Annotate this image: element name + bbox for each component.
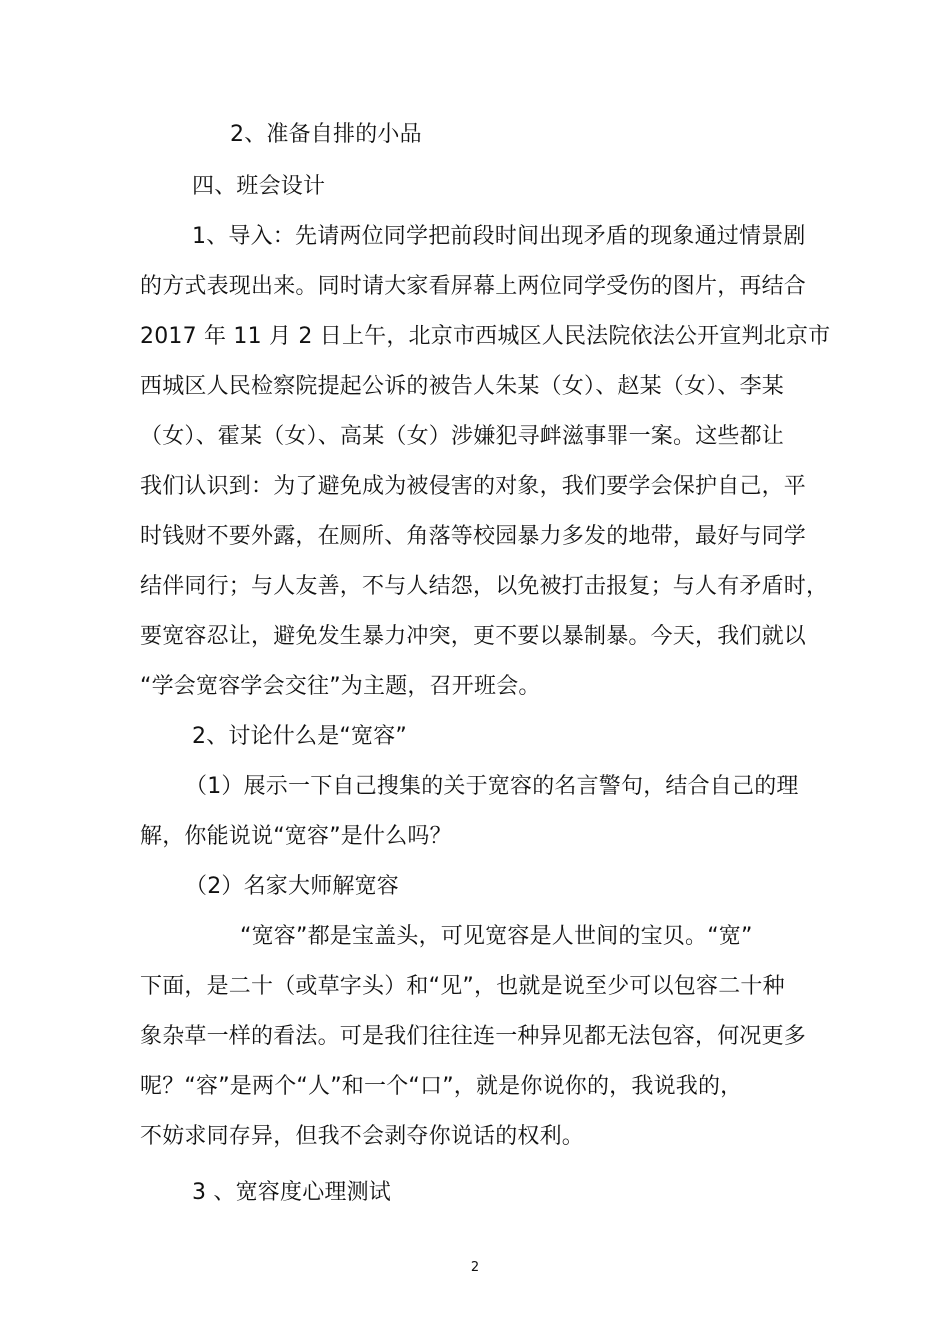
text-line: 3 、宽容度心理测试 bbox=[192, 1180, 391, 1205]
text-line: 2017 年 11 月 2 日上午，北京市西城区人民法院依法公开宣判北京市 bbox=[140, 324, 831, 349]
text-line: 我们认识到：为了避免成为被侵害的对象，我们要学会保护自己，平 bbox=[140, 474, 807, 499]
text-line: 1、导入：先请两位同学把前段时间出现矛盾的现象通过情景剧 bbox=[192, 224, 806, 249]
text-line: 2、准备自排的小品 bbox=[230, 122, 422, 147]
text-line: （1）展示一下自己搜集的关于宽容的名言警句，结合自己的理 bbox=[185, 774, 799, 799]
text-line: 解，你能说说“宽容”是什么吗？ bbox=[140, 824, 452, 849]
text-line: 时钱财不要外露，在厕所、角落等校园暴力多发的地带，最好与同学 bbox=[140, 524, 807, 549]
text-line: “学会宽容学会交往”为主题，召开班会。 bbox=[140, 674, 541, 699]
text-line: （女）、霍某（女）、高某（女）涉嫌犯寻衅滋事罪一案。这些都让 bbox=[140, 424, 785, 449]
text-line: 不妨求同存异，但我不会剥夺你说话的权利。 bbox=[140, 1124, 585, 1149]
text-line: 西城区人民检察院提起公诉的被告人朱某（女）、赵某（女）、李某 bbox=[140, 374, 785, 399]
text-line: 要宽容忍让，避免发生暴力冲突，更不要以暴制暴。今天，我们就以 bbox=[140, 624, 807, 649]
text-line: 象杂草一样的看法。可是我们往往连一种异见都无法包容，何况更多 bbox=[140, 1024, 807, 1049]
text-line: 的方式表现出来。同时请大家看屏幕上两位同学受伤的图片，再结合 bbox=[140, 274, 807, 299]
text-line: 结伴同行；与人友善，不与人结怨，以免被打击报复；与人有矛盾时， bbox=[140, 574, 829, 599]
text-line: 下面，是二十（或草字头）和“见”，也就是说至少可以包容二十种 bbox=[140, 974, 785, 999]
text-line: 2、讨论什么是“宽容” bbox=[192, 724, 407, 749]
text-line: 呢？“容”是两个“人”和一个“口”，就是你说你的，我说我的， bbox=[140, 1074, 743, 1099]
page-number: 2 bbox=[470, 1260, 480, 1275]
text-line: “宽容”都是宝盖头，可见宽容是人世间的宝贝。“宽” bbox=[240, 924, 753, 949]
text-line: （2）名家大师解宽容 bbox=[185, 874, 399, 899]
section-heading: 四、班会设计 bbox=[192, 174, 326, 199]
